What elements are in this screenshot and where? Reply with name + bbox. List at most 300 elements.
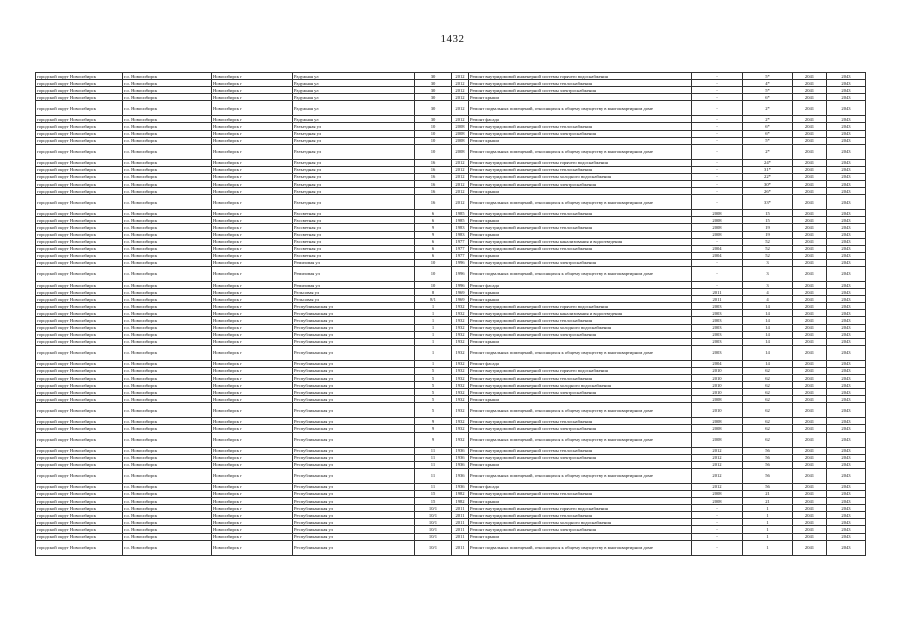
cell-last-repair: 2008 [692, 396, 743, 403]
cell-municipality: городской округ Новосибирск [36, 266, 123, 281]
cell-municipality: городской округ Новосибирск [36, 375, 123, 382]
table-row [36, 382, 866, 389]
cell-street: Разъездная ул [293, 144, 415, 159]
cell-street: Рассветная ул [293, 217, 415, 224]
cell-plan-start: 2041 [793, 425, 827, 432]
cell-last-repair: 2008 [692, 224, 743, 231]
cell-work: Ремонт крыши [469, 231, 692, 238]
cell-work: Ремонт подвальных помещений, относящихся к общему имуществу в многоквартирном доме [469, 144, 692, 159]
cell-plan-start: 2041 [793, 461, 827, 468]
cell-street: Республиканская ул [293, 310, 415, 317]
cell-last-repair: - [692, 266, 743, 281]
cell-house: 8 [415, 289, 452, 296]
cell-settlement: г.о. Новосибирск [123, 245, 212, 252]
cell-street: Рельсовая ул [293, 289, 415, 296]
cell-house-id: 62 [743, 396, 793, 403]
cell-municipality: городской округ Новосибирск [36, 382, 123, 389]
cell-settlement: г.о. Новосибирск [123, 468, 212, 483]
cell-municipality: городской округ Новосибирск [36, 130, 123, 137]
cell-house: 30 [415, 87, 452, 94]
table-row [36, 512, 866, 519]
cell-plan-end: 2043 [827, 217, 866, 224]
cell-settlement: г.о. Новосибирск [123, 526, 212, 533]
cell-house: 15 [415, 490, 452, 497]
cell-plan-start: 2041 [793, 101, 827, 116]
cell-settlement: г.о. Новосибирск [123, 259, 212, 266]
cell-street: Республиканская ул [293, 360, 415, 367]
cell-plan-end: 2043 [827, 238, 866, 245]
cell-house-id: 14 [743, 338, 793, 345]
cell-house-id: 14 [743, 345, 793, 360]
cell-street: Рассветная ул [293, 210, 415, 217]
cell-year-built: 1969 [452, 296, 469, 303]
cell-settlement: г.о. Новосибирск [123, 512, 212, 519]
cell-street: Республиканская ул [293, 454, 415, 461]
cell-plan-end: 2043 [827, 367, 866, 374]
cell-house: 16 [415, 195, 452, 210]
cell-plan-end: 2043 [827, 461, 866, 468]
cell-plan-end: 2043 [827, 519, 866, 526]
cell-settlement: г.о. Новосибирск [123, 498, 212, 505]
cell-year-built: 1932 [452, 345, 469, 360]
cell-house-id: 62 [743, 382, 793, 389]
cell-house: 11 [415, 468, 452, 483]
cell-city: Новосибирск г [212, 181, 293, 188]
cell-work: Ремонт подвальных помещений, относящихся к общему имуществу в многоквартирном доме [469, 266, 692, 281]
cell-plan-end: 2043 [827, 512, 866, 519]
cell-street: Рассветная ул [293, 238, 415, 245]
table-row [36, 245, 866, 252]
cell-municipality: городской округ Новосибирск [36, 468, 123, 483]
cell-plan-start: 2041 [793, 403, 827, 418]
cell-plan-end: 2043 [827, 166, 866, 173]
table-row [36, 454, 866, 461]
cell-street: Республиканская ул [293, 331, 415, 338]
table-row [36, 425, 866, 432]
cell-work: Ремонт внутридомовой инженерной системы теплоснабжения [469, 123, 692, 130]
cell-house-id: 5* [743, 87, 793, 94]
cell-street: Ремизовая ул [293, 266, 415, 281]
cell-settlement: г.о. Новосибирск [123, 454, 212, 461]
table-row [36, 375, 866, 382]
cell-street: Рассветная ул [293, 245, 415, 252]
cell-year-built: 1932 [452, 432, 469, 447]
cell-city: Новосибирск г [212, 432, 293, 447]
cell-plan-end: 2043 [827, 389, 866, 396]
cell-year-built: 2008 [452, 130, 469, 137]
cell-work: Ремонт крыши [469, 94, 692, 101]
cell-settlement: г.о. Новосибирск [123, 116, 212, 123]
cell-city: Новосибирск г [212, 238, 293, 245]
cell-municipality: городской округ Новосибирск [36, 73, 123, 80]
table-row [36, 224, 866, 231]
cell-settlement: г.о. Новосибирск [123, 101, 212, 116]
cell-plan-end: 2043 [827, 224, 866, 231]
cell-house-id: 6* [743, 130, 793, 137]
cell-house-id: 31* [743, 166, 793, 173]
cell-city: Новосибирск г [212, 116, 293, 123]
cell-year-built: 1983 [452, 231, 469, 238]
cell-municipality: городской округ Новосибирск [36, 324, 123, 331]
cell-year-built: 1996 [452, 259, 469, 266]
cell-plan-end: 2043 [827, 490, 866, 497]
cell-house-id: 5* [743, 137, 793, 144]
cell-settlement: г.о. Новосибирск [123, 210, 212, 217]
cell-settlement: г.о. Новосибирск [123, 87, 212, 94]
cell-work: Ремонт внутридомовой инженерной системы горячего водоснабжения [469, 303, 692, 310]
cell-last-repair: 2011 [692, 296, 743, 303]
cell-last-repair: - [692, 281, 743, 288]
cell-house-id: 62 [743, 418, 793, 425]
cell-municipality: городской округ Новосибирск [36, 87, 123, 94]
cell-house-id: 21 [743, 498, 793, 505]
cell-street: Радужная ул [293, 87, 415, 94]
cell-city: Новосибирск г [212, 505, 293, 512]
cell-settlement: г.о. Новосибирск [123, 490, 212, 497]
cell-year-built: 2012 [452, 181, 469, 188]
cell-municipality: городской округ Новосибирск [36, 281, 123, 288]
cell-plan-end: 2043 [827, 526, 866, 533]
table-row [36, 296, 866, 303]
cell-year-built: 2012 [452, 101, 469, 116]
cell-city: Новосибирск г [212, 382, 293, 389]
cell-city: Новосибирск г [212, 468, 293, 483]
cell-city: Новосибирск г [212, 296, 293, 303]
cell-house-id: 1 [743, 512, 793, 519]
cell-municipality: городской округ Новосибирск [36, 224, 123, 231]
cell-plan-end: 2043 [827, 289, 866, 296]
table-row [36, 403, 866, 418]
cell-settlement: г.о. Новосибирск [123, 447, 212, 454]
cell-settlement: г.о. Новосибирск [123, 224, 212, 231]
cell-plan-end: 2043 [827, 231, 866, 238]
cell-street: Разъездная ул [293, 173, 415, 180]
cell-city: Новосибирск г [212, 87, 293, 94]
cell-year-built: 1996 [452, 281, 469, 288]
cell-year-built: 2012 [452, 116, 469, 123]
cell-house: 9 [415, 432, 452, 447]
cell-last-repair: - [692, 101, 743, 116]
cell-settlement: г.о. Новосибирск [123, 80, 212, 87]
cell-city: Новосибирск г [212, 425, 293, 432]
cell-work: Ремонт подвальных помещений, относящихся к общему имуществу в многоквартирном доме [469, 345, 692, 360]
cell-city: Новосибирск г [212, 360, 293, 367]
cell-street: Республиканская ул [293, 345, 415, 360]
cell-house: 5 [415, 382, 452, 389]
cell-year-built: 1932 [452, 403, 469, 418]
cell-plan-start: 2041 [793, 166, 827, 173]
cell-house-id: 14 [743, 310, 793, 317]
cell-house-id: 62 [743, 432, 793, 447]
cell-settlement: г.о. Новосибирск [123, 281, 212, 288]
cell-municipality: городской округ Новосибирск [36, 331, 123, 338]
cell-house: 5 [415, 367, 452, 374]
cell-last-repair: - [692, 195, 743, 210]
cell-street: Республиканская ул [293, 303, 415, 310]
cell-settlement: г.о. Новосибирск [123, 137, 212, 144]
cell-house-id: 62 [743, 375, 793, 382]
cell-street: Республиканская ул [293, 403, 415, 418]
cell-year-built: 1936 [452, 447, 469, 454]
cell-municipality: городской округ Новосибирск [36, 447, 123, 454]
cell-municipality: городской округ Новосибирск [36, 195, 123, 210]
cell-plan-start: 2041 [793, 498, 827, 505]
cell-settlement: г.о. Новосибирск [123, 389, 212, 396]
cell-year-built: 1969 [452, 289, 469, 296]
cell-plan-start: 2041 [793, 432, 827, 447]
cell-house: 30 [415, 73, 452, 80]
cell-plan-end: 2043 [827, 266, 866, 281]
cell-work: Ремонт внутридомовой инженерной системы теплоснабжения [469, 245, 692, 252]
cell-city: Новосибирск г [212, 94, 293, 101]
cell-plan-start: 2041 [793, 418, 827, 425]
cell-last-repair: 2010 [692, 375, 743, 382]
cell-year-built: 2012 [452, 188, 469, 195]
cell-street: Республиканская ул [293, 498, 415, 505]
table-row [36, 498, 866, 505]
cell-year-built: 2012 [452, 173, 469, 180]
cell-plan-start: 2041 [793, 317, 827, 324]
cell-last-repair: 2008 [692, 490, 743, 497]
cell-plan-start: 2041 [793, 159, 827, 166]
cell-work: Ремонт крыши [469, 217, 692, 224]
cell-city: Новосибирск г [212, 540, 293, 555]
cell-settlement: г.о. Новосибирск [123, 317, 212, 324]
cell-work: Ремонт крыши [469, 296, 692, 303]
cell-plan-start: 2041 [793, 94, 827, 101]
cell-settlement: г.о. Новосибирск [123, 123, 212, 130]
cell-house-id: 62 [743, 425, 793, 432]
cell-last-repair: - [692, 533, 743, 540]
cell-settlement: г.о. Новосибирск [123, 425, 212, 432]
cell-work: Ремонт внутридомовой инженерной системы электроснабжения [469, 331, 692, 338]
cell-plan-start: 2041 [793, 360, 827, 367]
cell-plan-start: 2041 [793, 245, 827, 252]
cell-plan-end: 2043 [827, 331, 866, 338]
cell-work: Ремонт крыши [469, 396, 692, 403]
table-row [36, 195, 866, 210]
cell-last-repair: - [692, 137, 743, 144]
cell-settlement: г.о. Новосибирск [123, 418, 212, 425]
cell-house-id: 56 [743, 468, 793, 483]
cell-work: Ремонт внутридомовой инженерной системы канализования и водоотведения [469, 310, 692, 317]
cell-settlement: г.о. Новосибирск [123, 345, 212, 360]
cell-house: 1 [415, 317, 452, 324]
cell-plan-start: 2041 [793, 505, 827, 512]
cell-plan-end: 2043 [827, 540, 866, 555]
cell-settlement: г.о. Новосибирск [123, 331, 212, 338]
cell-house: 11 [415, 483, 452, 490]
cell-plan-start: 2041 [793, 252, 827, 259]
cell-year-built: 1932 [452, 303, 469, 310]
cell-city: Новосибирск г [212, 166, 293, 173]
cell-plan-end: 2043 [827, 505, 866, 512]
cell-last-repair: 2012 [692, 461, 743, 468]
cell-last-repair: 2008 [692, 418, 743, 425]
cell-plan-start: 2041 [793, 512, 827, 519]
cell-work: Ремонт крыши [469, 252, 692, 259]
cell-house-id: 56 [743, 454, 793, 461]
cell-settlement: г.о. Новосибирск [123, 360, 212, 367]
cell-municipality: городской округ Новосибирск [36, 396, 123, 403]
cell-settlement: г.о. Новосибирск [123, 338, 212, 345]
cell-last-repair: - [692, 188, 743, 195]
cell-city: Новосибирск г [212, 224, 293, 231]
cell-plan-start: 2041 [793, 490, 827, 497]
cell-work: Ремонт внутридомовой инженерной системы холодного водоснабжения [469, 324, 692, 331]
table-row [36, 533, 866, 540]
table-body [36, 73, 866, 556]
cell-last-repair: - [692, 80, 743, 87]
cell-work: Ремонт крыши [469, 498, 692, 505]
cell-settlement: г.о. Новосибирск [123, 461, 212, 468]
cell-plan-end: 2043 [827, 252, 866, 259]
table-row [36, 94, 866, 101]
cell-settlement: г.о. Новосибирск [123, 252, 212, 259]
page-number: 1432 [440, 33, 465, 45]
table-row [36, 490, 866, 497]
cell-work: Ремонт внутридомовой инженерной системы электроснабжения [469, 425, 692, 432]
cell-city: Новосибирск г [212, 266, 293, 281]
table-row [36, 80, 866, 87]
cell-settlement: г.о. Новосибирск [123, 483, 212, 490]
cell-settlement: г.о. Новосибирск [123, 303, 212, 310]
cell-plan-start: 2041 [793, 526, 827, 533]
cell-work: Ремонт крыши [469, 188, 692, 195]
cell-plan-start: 2041 [793, 310, 827, 317]
cell-city: Новосибирск г [212, 101, 293, 116]
cell-city: Новосибирск г [212, 252, 293, 259]
cell-municipality: городской округ Новосибирск [36, 498, 123, 505]
cell-municipality: городской округ Новосибирск [36, 490, 123, 497]
cell-city: Новосибирск г [212, 483, 293, 490]
cell-work: Ремонт внутридомовой инженерной системы горячего водоснабжения [469, 159, 692, 166]
cell-last-repair: 2004 [692, 360, 743, 367]
cell-settlement: г.о. Новосибирск [123, 166, 212, 173]
cell-house-id: 4 [743, 289, 793, 296]
cell-work: Ремонт внутридомовой инженерной системы горячего водоснабжения [469, 367, 692, 374]
cell-last-repair: - [692, 238, 743, 245]
cell-house-id: 52 [743, 245, 793, 252]
cell-settlement: г.о. Новосибирск [123, 73, 212, 80]
cell-settlement: г.о. Новосибирск [123, 519, 212, 526]
cell-plan-end: 2043 [827, 317, 866, 324]
cell-year-built: 2012 [452, 166, 469, 173]
cell-last-repair: 2003 [692, 345, 743, 360]
cell-last-repair: 2011 [692, 289, 743, 296]
cell-municipality: городской округ Новосибирск [36, 144, 123, 159]
cell-street: Республиканская ул [293, 519, 415, 526]
cell-last-repair: - [692, 159, 743, 166]
cell-plan-start: 2041 [793, 231, 827, 238]
cell-house-id: 19 [743, 224, 793, 231]
cell-house: 16 [415, 173, 452, 180]
cell-house: 1 [415, 338, 452, 345]
cell-street: Радужная ул [293, 94, 415, 101]
cell-plan-end: 2043 [827, 123, 866, 130]
cell-street: Республиканская ул [293, 432, 415, 447]
cell-work: Ремонт внутридомовой инженерной системы теплоснабжения [469, 375, 692, 382]
cell-year-built: 1932 [452, 310, 469, 317]
cell-house: 10 [415, 259, 452, 266]
cell-house-id: 4* [743, 80, 793, 87]
cell-municipality: городской округ Новосибирск [36, 454, 123, 461]
cell-year-built: 1932 [452, 324, 469, 331]
cell-plan-start: 2041 [793, 210, 827, 217]
cell-city: Новосибирск г [212, 512, 293, 519]
cell-settlement: г.о. Новосибирск [123, 367, 212, 374]
cell-plan-end: 2043 [827, 144, 866, 159]
cell-work: Ремонт внутридомовой инженерной системы теплоснабжения [469, 447, 692, 454]
cell-year-built: 1932 [452, 367, 469, 374]
table-row [36, 130, 866, 137]
table-row [36, 303, 866, 310]
cell-house: 15 [415, 498, 452, 505]
cell-last-repair: - [692, 505, 743, 512]
cell-last-repair: 2008 [692, 432, 743, 447]
cell-house-id: 15 [743, 210, 793, 217]
cell-year-built: 1932 [452, 317, 469, 324]
table-row [36, 188, 866, 195]
cell-street: Радужная ул [293, 116, 415, 123]
cell-work: Ремонт внутридомовой инженерной системы теплоснабжения [469, 80, 692, 87]
cell-street: Республиканская ул [293, 367, 415, 374]
table-row [36, 505, 866, 512]
cell-plan-start: 2041 [793, 519, 827, 526]
cell-house: 30 [415, 101, 452, 116]
cell-municipality: городской округ Новосибирск [36, 461, 123, 468]
cell-plan-start: 2041 [793, 181, 827, 188]
cell-municipality: городской округ Новосибирск [36, 418, 123, 425]
cell-city: Новосибирск г [212, 526, 293, 533]
cell-municipality: городской округ Новосибирск [36, 296, 123, 303]
cell-settlement: г.о. Новосибирск [123, 231, 212, 238]
cell-municipality: городской округ Новосибирск [36, 403, 123, 418]
cell-plan-start: 2041 [793, 266, 827, 281]
cell-house: 10/1 [415, 526, 452, 533]
cell-street: Ремизовая ул [293, 281, 415, 288]
cell-last-repair: - [692, 512, 743, 519]
cell-settlement: г.о. Новосибирск [123, 217, 212, 224]
cell-municipality: городской округ Новосибирск [36, 210, 123, 217]
cell-city: Новосибирск г [212, 231, 293, 238]
cell-street: Разъездная ул [293, 166, 415, 173]
table-row [36, 468, 866, 483]
cell-house: 1 [415, 324, 452, 331]
cell-plan-end: 2043 [827, 468, 866, 483]
cell-plan-end: 2043 [827, 418, 866, 425]
cell-house: 5 [415, 403, 452, 418]
cell-house-id: 33* [743, 195, 793, 210]
cell-city: Новосибирск г [212, 375, 293, 382]
cell-plan-start: 2041 [793, 296, 827, 303]
cell-year-built: 1985 [452, 210, 469, 217]
cell-municipality: городской округ Новосибирск [36, 317, 123, 324]
cell-plan-end: 2043 [827, 195, 866, 210]
cell-house-id: 56 [743, 483, 793, 490]
cell-city: Новосибирск г [212, 461, 293, 468]
cell-house: 30 [415, 116, 452, 123]
cell-house-id: 14 [743, 360, 793, 367]
cell-city: Новосибирск г [212, 310, 293, 317]
cell-house: 10/1 [415, 540, 452, 555]
cell-city: Новосибирск г [212, 80, 293, 87]
cell-house: 16 [415, 159, 452, 166]
cell-last-repair: 2008 [692, 217, 743, 224]
table-row [36, 217, 866, 224]
cell-work: Ремонт внутридомовой инженерной системы холодного водоснабжения [469, 382, 692, 389]
cell-street: Разъездная ул [293, 181, 415, 188]
